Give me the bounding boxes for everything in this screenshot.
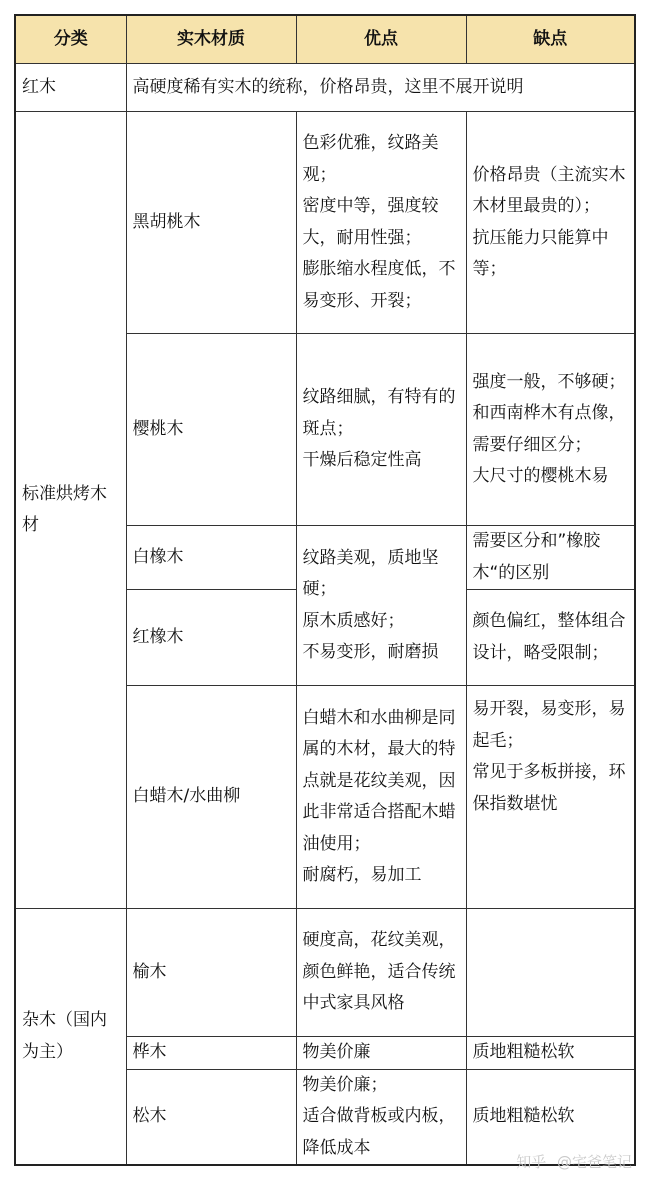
cons-cell: 强度一般，不够硬； 和西南桦木有点像，需要仔细区分； 大尺寸的樱桃木易: [466, 334, 635, 526]
table-row: [15, 64, 635, 112]
pros-cell: 物美价廉； 适合做背板或内板，降低成本: [296, 1069, 466, 1165]
pros-cell: 硬度高，花纹美观，颜色鲜艳，适合传统中式家具风格: [296, 909, 466, 1037]
header-category: 分类: [15, 15, 126, 64]
header-cons: 缺点: [466, 15, 635, 64]
watermark: [510, 1151, 632, 1172]
header-material: 实木材质: [126, 15, 296, 64]
category-cell: 杂木（国内为主）: [15, 909, 126, 1166]
category-cell: 标准烘烤木材: [15, 112, 126, 909]
cons-cell: 颜色偏红，整体组合设计，略受限制；: [466, 590, 635, 686]
cons-cell: 质地粗糙松软: [466, 1069, 635, 1165]
material-cell: 白橡木: [126, 526, 296, 590]
cons-cell: 质地粗糙松软: [466, 1037, 635, 1070]
cons-cell: [466, 909, 635, 1037]
description-cell: 高硬度稀有实木的统称，价格昂贵，这里不展开说明: [126, 64, 635, 112]
cons-cell: 价格昂贵（主流实木木材里最贵的）； 抗压能力只能算中等；: [466, 112, 635, 334]
material-cell: 榆木: [126, 909, 296, 1037]
pros-cell: 物美价廉: [296, 1037, 466, 1070]
pros-cell: 白蜡木和水曲柳是同属的木材，最大的特点就是花纹美观，因此非常适合搭配木蜡油使用； 耐腐朽，易加工: [296, 686, 466, 909]
table-row: [15, 112, 635, 334]
material-cell: 黑胡桃木: [126, 112, 296, 334]
cons-cell: 需要区分和”橡胶木“的区别: [466, 526, 635, 590]
material-cell: 白蜡木/水曲柳: [126, 686, 296, 909]
category-cell: 红木: [15, 64, 126, 112]
watermark-author: @宅爸笔记: [556, 1153, 632, 1171]
header-row: [15, 15, 635, 64]
header-pros: 优点: [296, 15, 466, 64]
material-cell: 红橡木: [126, 590, 296, 686]
cons-cell: 易开裂，易变形，易起毛； 常见于多板拼接，环保指数堪忧: [466, 686, 635, 909]
pros-cell: 色彩优雅，纹路美观； 密度中等，强度较大，耐用性强； 膨胀缩水程度低，不易变形、开裂；: [296, 112, 466, 334]
material-cell: 桦木: [126, 1037, 296, 1070]
pros-cell: 纹路细腻，有特有的斑点； 干燥后稳定性高: [296, 334, 466, 526]
wood-comparison-table: [14, 14, 636, 1166]
material-cell: 松木: [126, 1069, 296, 1165]
material-cell: 樱桃木: [126, 334, 296, 526]
table-row: [15, 909, 635, 1037]
pros-cell: 纹路美观，质地坚硬； 原木质感好； 不易变形，耐磨损: [296, 526, 466, 686]
watermark-site: 知乎: [516, 1153, 547, 1171]
